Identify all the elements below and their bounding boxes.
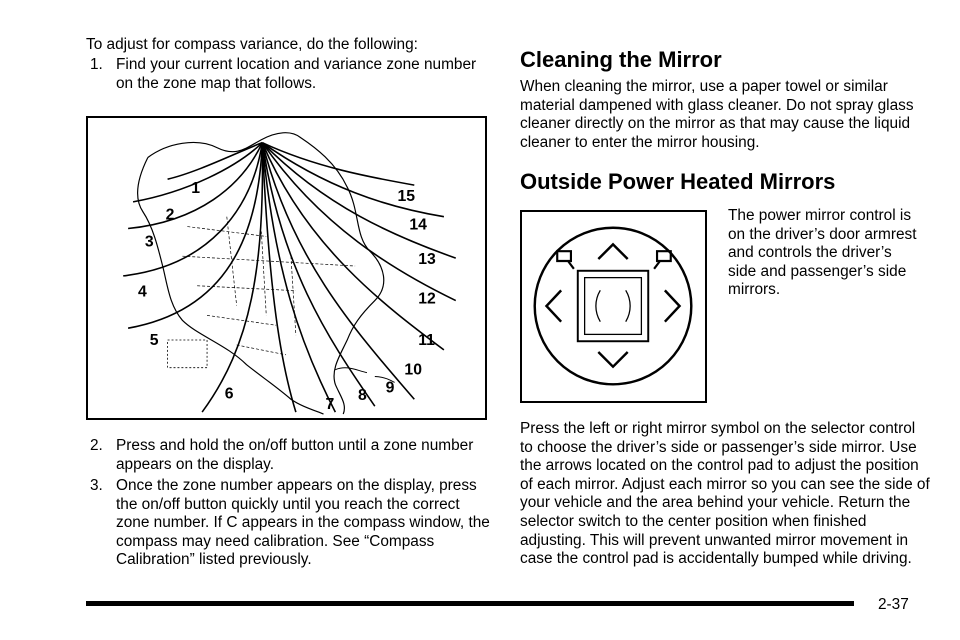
mirror-control-diagram xyxy=(522,212,705,401)
mirror-instructions: Press the left or right mirror symbol on the selector control to choose the driver’s side or passenger’s side mirror. Use the arrows located on the control pad to adjust the position of each mirror. Adjust each mirror so you can see the side of your vehicle and the area behind your vehicle. Return the selector switch to the center position when finished adjusting. This will prevent unwanted mirror movement in case the control pad is accidentally bumped while driving. xyxy=(520,420,930,568)
left-mirror-icon xyxy=(557,251,574,269)
zone-label: 1 xyxy=(191,180,201,197)
control-pad-inner xyxy=(585,278,642,335)
zone-label: 4 xyxy=(137,283,147,301)
zone-label: 13 xyxy=(418,251,436,269)
step-number: 1. xyxy=(90,56,103,73)
zone-label: 2 xyxy=(165,206,175,224)
borders xyxy=(182,217,355,355)
zone-label: 6 xyxy=(224,385,234,403)
zone-label: 8 xyxy=(358,387,367,405)
control-pad xyxy=(578,271,648,341)
zone-label: 15 xyxy=(397,187,416,205)
down-arrow-icon xyxy=(598,352,627,367)
footer-rule xyxy=(86,601,854,606)
step-number: 2. xyxy=(90,437,103,454)
control-description: The power mirror control is on the driver’s door armrest and controls the driver’s side and passenger’s side mirrors. xyxy=(728,207,917,299)
step-2 xyxy=(90,437,490,474)
hawaii-inset xyxy=(168,340,207,368)
zone-label: 7 xyxy=(325,396,335,414)
zone-map-illustration xyxy=(88,118,485,418)
page-number: 2-37 xyxy=(878,596,909,613)
heading-outside-mirrors: Outside Power Heated Mirrors xyxy=(520,169,836,194)
step-1 xyxy=(90,56,490,93)
step-number: 3. xyxy=(90,477,103,494)
right-mirror-icon xyxy=(654,251,671,269)
zone-label: 11 xyxy=(418,331,435,349)
zone-label: 5 xyxy=(149,331,159,349)
step-text: Press and hold the on/off button until a zone number appears on the display. xyxy=(116,437,474,473)
step-3 xyxy=(90,477,490,570)
cleaning-text: When cleaning the mirror, use a paper towel or similar material dampened with glass cleaner. Do not spray glass cleaner directly on the mirror as that may cause the liquid cleaner to enter the mirror housing. xyxy=(520,78,914,151)
left-arrow-icon xyxy=(546,290,561,321)
intro-text: To adjust for compass variance, do the following: xyxy=(86,36,418,53)
pad-marks xyxy=(596,290,630,321)
zone-label: 14 xyxy=(409,216,427,234)
compass-zone-map xyxy=(86,116,487,420)
zone-label: 3 xyxy=(144,233,154,251)
zone-label: 10 xyxy=(404,361,422,379)
step-text: Find your current location and variance zone number on the zone map that follows. xyxy=(116,56,477,92)
right-arrow-icon xyxy=(665,290,680,321)
mirror-control-illustration xyxy=(520,210,707,403)
continent-outline xyxy=(138,133,384,414)
zone-label: 9 xyxy=(385,379,395,397)
step-text: Once the zone number appears on the display, press the on/off button quickly until you reach the correct zone number. If C appears in the compass window, the compass may need calibration. See “Compass Calibration” listed previously. xyxy=(116,477,490,569)
zone-label: 12 xyxy=(418,290,436,308)
up-arrow-icon xyxy=(598,244,627,259)
heading-cleaning-mirror: Cleaning the Mirror xyxy=(520,47,722,72)
